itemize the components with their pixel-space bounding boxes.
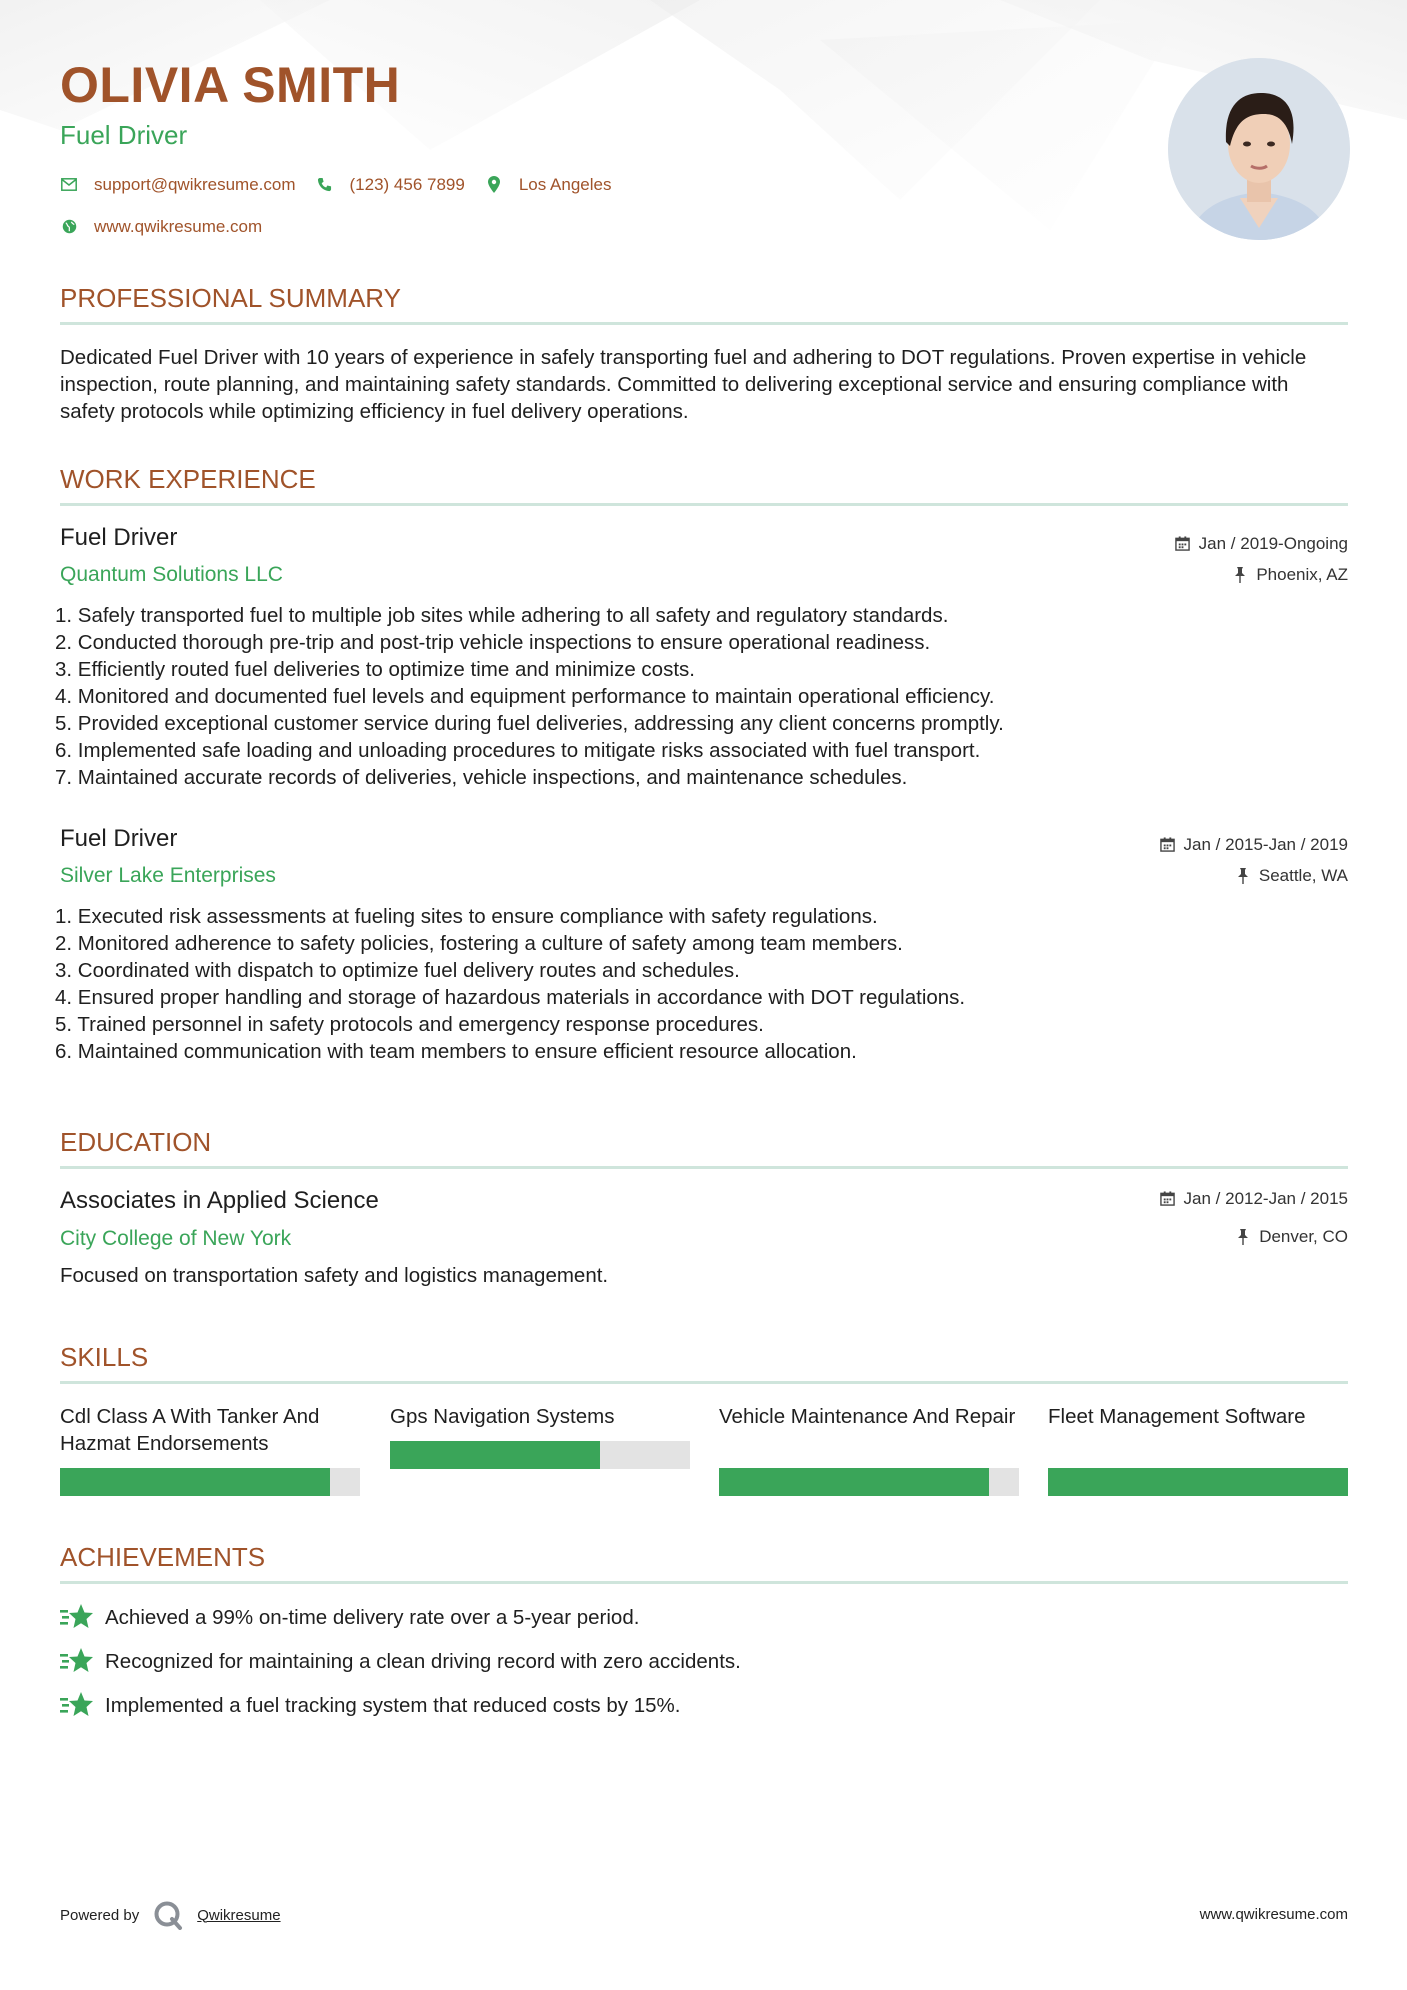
list-item: 6. Maintained communication with team members to ensure efficient resource allocation. — [55, 1040, 857, 1063]
skill-label: Fleet Management Software — [1048, 1405, 1306, 1428]
skill-bar — [1048, 1468, 1348, 1496]
education-degree: Associates in Applied Science — [60, 1187, 379, 1214]
envelope-icon — [60, 175, 78, 193]
section-divider — [60, 503, 1348, 506]
job-title: Fuel Driver — [60, 825, 178, 852]
section-title-summary: PROFESSIONAL SUMMARY — [60, 283, 401, 313]
section-title-experience: WORK EXPERIENCE — [60, 464, 316, 494]
list-item: 5. Provided exceptional customer service during fuel deliveries, addressing any client concerns promptly. — [55, 712, 1004, 735]
job-location — [1232, 566, 1348, 583]
candidate-role: Fuel Driver — [60, 120, 188, 150]
skill-bar — [390, 1441, 690, 1469]
list-item: 3. Coordinated with dispatch to optimize fuel delivery routes and schedules. — [55, 959, 740, 982]
section-title-education: EDUCATION — [60, 1127, 212, 1157]
achievement-item — [60, 1691, 680, 1719]
footer-branding — [60, 1900, 281, 1930]
footer-website-link[interactable]: www.qwikresume.com — [1199, 1906, 1348, 1923]
contact-row-website — [60, 217, 282, 235]
globe-icon — [60, 217, 78, 235]
education-location-text: Denver, CO — [1259, 1227, 1348, 1246]
job-dates-text: Jan / 2015-Jan / 2019 — [1183, 835, 1348, 854]
email-link[interactable]: support@qwikresume.com — [94, 174, 296, 194]
achievement-item — [60, 1647, 741, 1675]
achievement-text: Implemented a fuel tracking system that reduced costs by 15%. — [105, 1693, 681, 1717]
list-item: 2. Conducted thorough pre-trip and post-trip vehicle inspections to ensure operational readiness. — [55, 631, 931, 654]
list-item: 4. Ensured proper handling and storage of hazardous materials in accordance with DOT regulations. — [55, 986, 966, 1009]
profile-photo — [1168, 58, 1350, 240]
skill-bar — [719, 1468, 1019, 1496]
job-company: Quantum Solutions LLC — [60, 563, 283, 586]
achievement-item — [60, 1603, 639, 1631]
education-dates-text: Jan / 2012-Jan / 2015 — [1183, 1189, 1348, 1208]
phone-number[interactable]: (123) 456 7899 — [349, 174, 465, 194]
section-title-achievements: ACHIEVEMENTS — [60, 1542, 266, 1572]
pushpin-icon — [1235, 1229, 1251, 1245]
section-divider — [60, 1381, 1348, 1384]
phone-icon — [316, 175, 334, 193]
job-location — [1235, 867, 1348, 884]
section-divider — [60, 1166, 1348, 1169]
location-text: Los Angeles — [518, 174, 612, 194]
candidate-name: OLIVIA SMITH — [60, 57, 401, 113]
map-pin-icon — [485, 175, 503, 193]
skill-label: Gps Navigation Systems — [390, 1405, 615, 1428]
calendar-icon — [1175, 536, 1191, 552]
education-dates — [1160, 1190, 1348, 1207]
skill-bar — [60, 1468, 360, 1496]
calendar-icon — [1160, 837, 1176, 853]
star-icon — [60, 1603, 94, 1631]
list-item: 5. Trained personnel in safety protocols and emergency response procedures. — [55, 1013, 764, 1036]
education-school: City College of New York — [60, 1227, 292, 1250]
qwikresume-link[interactable]: Qwikresume — [197, 1906, 281, 1924]
list-item: 2. Monitored adherence to safety policies, fostering a culture of safety among team members. — [55, 932, 903, 955]
pushpin-icon — [1235, 868, 1251, 884]
website-link[interactable]: www.qwikresume.com — [94, 216, 263, 236]
list-item: 1. Safely transported fuel to multiple job sites while adhering to all safety and regulatory standards. — [55, 604, 949, 627]
skill-item — [1048, 1403, 1348, 1457]
skill-label: Vehicle Maintenance And Repair — [719, 1405, 1016, 1428]
skill-item — [719, 1403, 1019, 1457]
qwikresume-logo-icon — [153, 1900, 183, 1930]
pushpin-icon — [1232, 567, 1248, 583]
skill-item — [60, 1403, 360, 1457]
powered-by-label: Powered by — [60, 1906, 140, 1924]
achievement-text: Recognized for maintaining a clean driving record with zero accidents. — [105, 1649, 741, 1673]
skill-bar-fill — [60, 1468, 330, 1496]
achievement-text: Achieved a 99% on-time delivery rate over a 5-year period. — [105, 1605, 640, 1629]
job-bullets — [55, 602, 1345, 791]
contact-row — [60, 175, 631, 193]
job-location-text: Seattle, WA — [1258, 866, 1348, 885]
job-dates — [1175, 535, 1348, 552]
job-bullets — [55, 903, 1345, 1065]
section-divider — [60, 322, 1348, 325]
education-description: Focused on transportation safety and logistics management. — [60, 1264, 609, 1287]
job-company: Silver Lake Enterprises — [60, 864, 276, 887]
section-title-skills: SKILLS — [60, 1342, 149, 1372]
section-divider — [60, 1581, 1348, 1584]
list-item: 4. Monitored and documented fuel levels and equipment performance to maintain operational efficiency. — [55, 685, 995, 708]
job-title: Fuel Driver — [60, 524, 178, 551]
star-icon — [60, 1691, 94, 1719]
list-item: 1. Executed risk assessments at fueling sites to ensure compliance with safety regulations. — [55, 905, 878, 928]
star-icon — [60, 1647, 94, 1675]
job-dates — [1160, 836, 1348, 853]
skill-bar-fill — [390, 1441, 600, 1469]
list-item: 3. Efficiently routed fuel deliveries to optimize time and minimize costs. — [55, 658, 695, 681]
skill-label: Cdl Class A With Tanker And Hazmat Endorsements — [60, 1405, 320, 1455]
summary-text: Dedicated Fuel Driver with 10 years of experience in safely transporting fuel and adhering to DOT regulations. Proven expertise in vehicle inspection, route planning, and maintaining safety standards. Committed to delivering exceptional service and ensuring compliance with safety protocols while optimizing efficiency in fuel delivery operations. — [60, 346, 1307, 423]
education-location — [1235, 1228, 1348, 1245]
skill-bar-fill — [719, 1468, 989, 1496]
job-dates-text: Jan / 2019-Ongoing — [1198, 534, 1348, 553]
skill-bar-fill — [1048, 1468, 1348, 1496]
list-item: 6. Implemented safe loading and unloading procedures to mitigate risks associated with fuel transport. — [55, 739, 981, 762]
job-location-text: Phoenix, AZ — [1256, 565, 1348, 584]
calendar-icon — [1160, 1191, 1176, 1207]
list-item: 7. Maintained accurate records of deliveries, vehicle inspections, and maintenance schedules. — [55, 766, 908, 789]
